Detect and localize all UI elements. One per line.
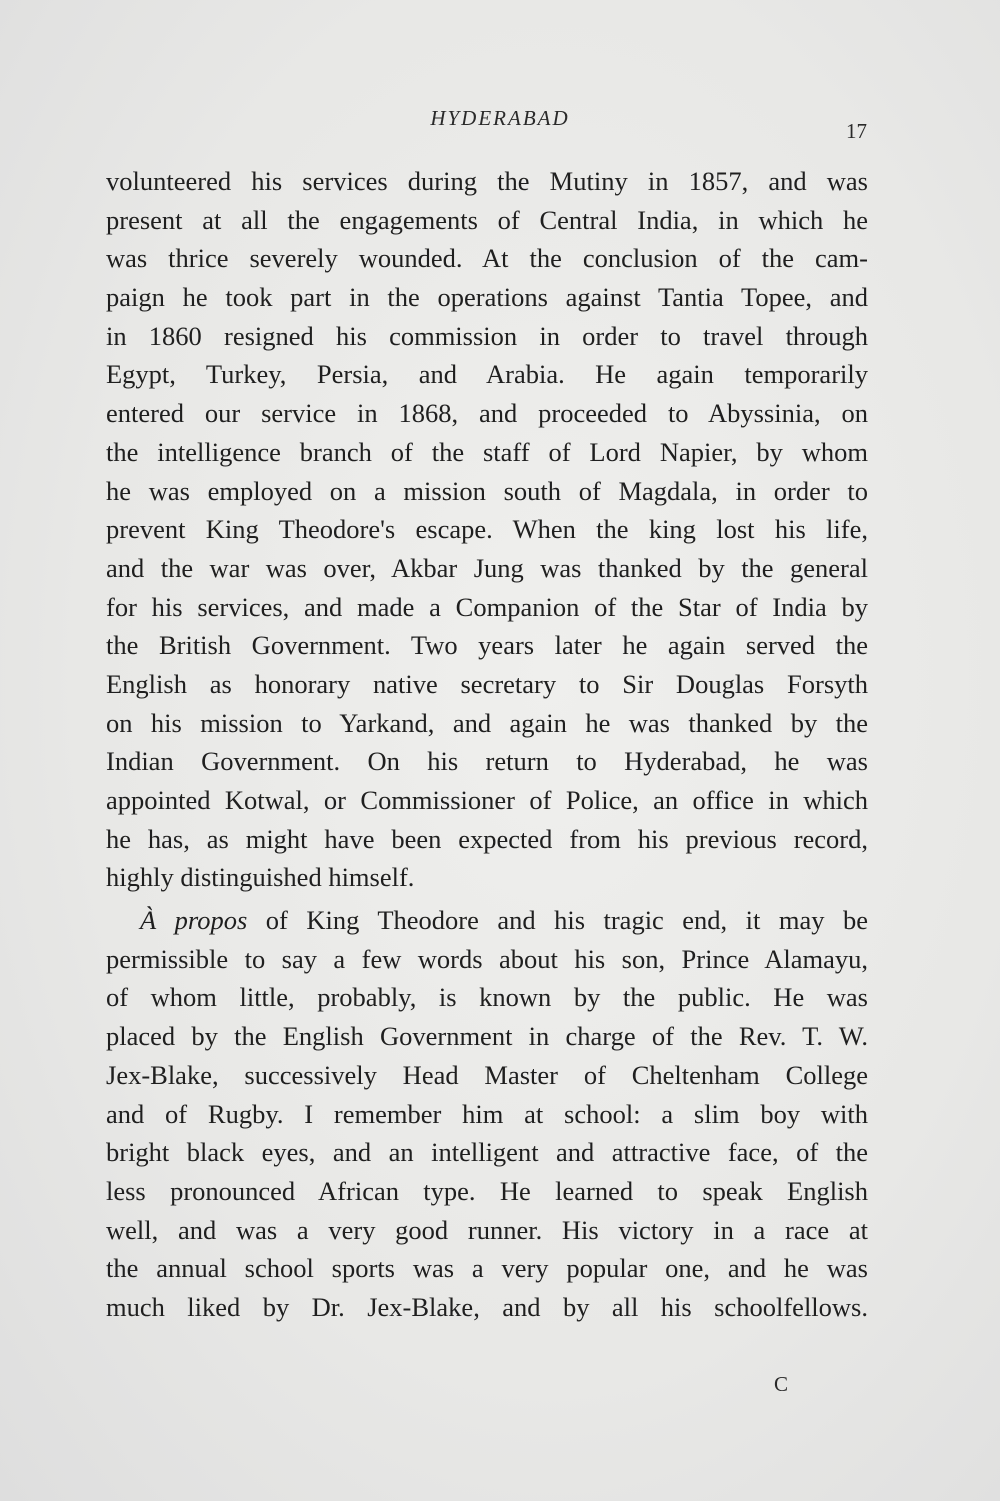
text-line: in 1860 resigned his commission in order to travel through — [106, 320, 868, 351]
paragraph-1 — [106, 162, 868, 897]
text-line: less pronounced African type. He learned to speak English — [106, 1175, 868, 1206]
text-line-first — [106, 901, 868, 940]
text-line: of whom little, probably, is known by the public. He was — [106, 982, 868, 1013]
text-line: placed by the English Government in charge of the Rev. T. W. — [106, 1021, 868, 1052]
text-run: of King Theodore and his tragic end, it may be — [247, 905, 868, 936]
paragraph-2 — [106, 901, 868, 1327]
text-line: bright black eyes, and an intelligent and attractive face, of the — [106, 1137, 868, 1168]
text-line: was thrice severely wounded. At the conclusion of the cam- — [106, 243, 868, 274]
running-head-title: HYDERABAD — [430, 106, 570, 130]
text-line: Jex-Blake, successively Head Master of Cheltenham College — [106, 1059, 868, 1090]
text-line: Egypt, Turkey, Persia, and Arabia. He again temporarily — [106, 359, 868, 390]
text-line: Indian Government. On his return to Hyderabad, he was — [106, 746, 868, 777]
text-line: the British Government. Two years later he again served the — [106, 630, 868, 661]
text-line: permissible to say a few words about his son, Prince Alamayu, — [106, 943, 868, 974]
text-line: much liked by Dr. Jex-Blake, and by all his schoolfellows. — [106, 1291, 868, 1322]
text-line: appointed Kotwal, or Commissioner of Police, an office in which — [106, 785, 868, 815]
text-line: English as honorary native secretary to Sir Douglas Forsyth — [106, 668, 868, 699]
text-line: the intelligence branch of the staff of Lord Napier, by whom — [106, 436, 868, 467]
text-line: present at all the engagements of Central India, in which he — [106, 204, 868, 235]
text-line: and of Rugby. I remember him at school: a slim boy with — [106, 1098, 868, 1129]
text-line: he has, as might have been expected from his previous record, — [106, 823, 868, 854]
signature-mark: C — [774, 1372, 789, 1396]
text-line: entered our service in 1868, and proceeded to Abyssinia, on — [106, 398, 868, 429]
text-line: volunteered his services during the Mutiny in 1857, and was — [106, 166, 868, 196]
italic-phrase: À propos — [140, 905, 248, 936]
text-line: on his mission to Yarkand, and again he was thanked by the — [106, 707, 868, 738]
page-number: 17 — [846, 119, 867, 143]
text-line: well, and was a very good runner. His victory in a race at — [106, 1214, 868, 1245]
text-line: paign he took part in the operations against Tantia Topee, and — [106, 282, 868, 313]
text-line: prevent King Theodore's escape. When the king lost his life, — [106, 514, 868, 545]
body-text — [106, 162, 868, 1327]
text-line: the annual school sports was a very popular one, and he was — [106, 1253, 868, 1284]
text-line: and the war was over, Akbar Jung was thanked by the general — [106, 552, 868, 583]
text-line: for his services, and made a Companion of the Star of India by — [106, 591, 868, 622]
text-line: he was employed on a mission south of Magdala, in order to — [106, 475, 868, 506]
text-line: highly distinguished himself. — [106, 862, 415, 893]
